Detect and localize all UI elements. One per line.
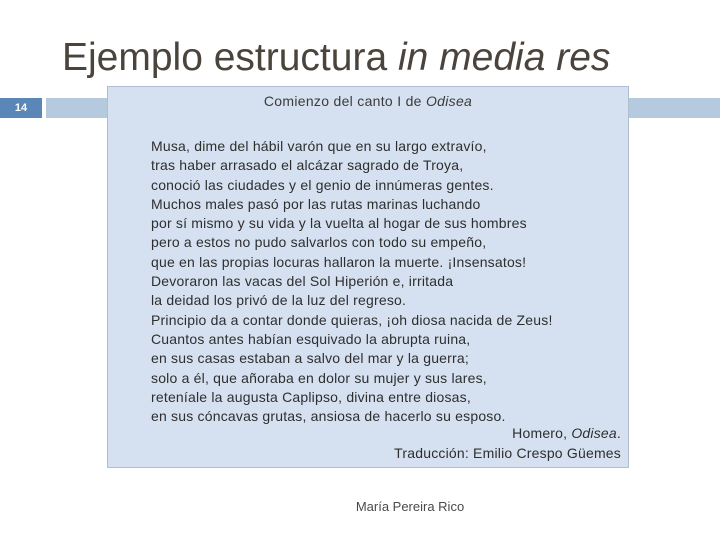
quote-author-suffix: .	[616, 425, 621, 441]
quote-heading-work: Odisea	[425, 93, 473, 109]
poem-line: en sus casas estaban a salvo del mar y la guerra;	[151, 350, 469, 367]
poem-line: Devoraron las vacas del Sol Hiperión e, irritada	[151, 273, 454, 290]
slide-number: 14	[0, 98, 42, 118]
poem-line: reteníale la augusta Caplipso, divina entre diosas,	[151, 388, 471, 405]
poem-line: que en las propias locuras hallaron la muerte. ¡Insensatos!	[151, 253, 527, 270]
poem-line: solo a él, que añoraba en dolor su mujer y sus lares,	[151, 369, 487, 386]
poem-line: Principio da a contar donde quieras, ¡oh diosa nacida de Zeus!	[151, 311, 553, 328]
poem-text	[151, 137, 621, 426]
quote-heading	[108, 93, 628, 109]
poem-line: pero a estos no pudo salvarlos con todo su empeño,	[151, 234, 487, 251]
slide-title-italic: in media res	[397, 36, 611, 79]
poem-line: en sus cóncavas grutas, ansiosa de hacerlo su esposo.	[151, 408, 506, 425]
poem-line: Musa, dime del hábil varón que en su largo extravío,	[151, 138, 487, 154]
poem-line: la deidad los privó de la luz del regreso.	[151, 292, 407, 309]
slide-title-main: Ejemplo estructura	[62, 36, 398, 79]
poem-line: Cuantos antes habían esquivado la abrupta ruina,	[151, 330, 471, 347]
poem-line: Muchos males pasó por las rutas marinas luchando	[151, 195, 481, 212]
quote-author-prefix: Homero,	[512, 425, 572, 441]
poem-line: tras haber arrasado el alcázar sagrado de Troya,	[151, 157, 464, 174]
slide-title	[62, 32, 610, 84]
quote-box	[107, 86, 629, 468]
poem-line: conoció las ciudades y el genio de innúmeras gentes.	[151, 176, 494, 193]
quote-translation: Traducción: Emilio Crespo Güemes	[394, 445, 621, 461]
quote-author-work: Odisea	[571, 425, 617, 441]
quote-author	[512, 425, 621, 441]
quote-heading-prefix: Comienzo del canto I de	[263, 93, 426, 109]
header-band-right	[629, 98, 720, 118]
header-band-left	[46, 98, 108, 118]
poem-line: por sí mismo y su vida y la vuelta al hogar de sus hombres	[151, 215, 527, 232]
footer-author: María Pereira Rico	[355, 499, 465, 514]
